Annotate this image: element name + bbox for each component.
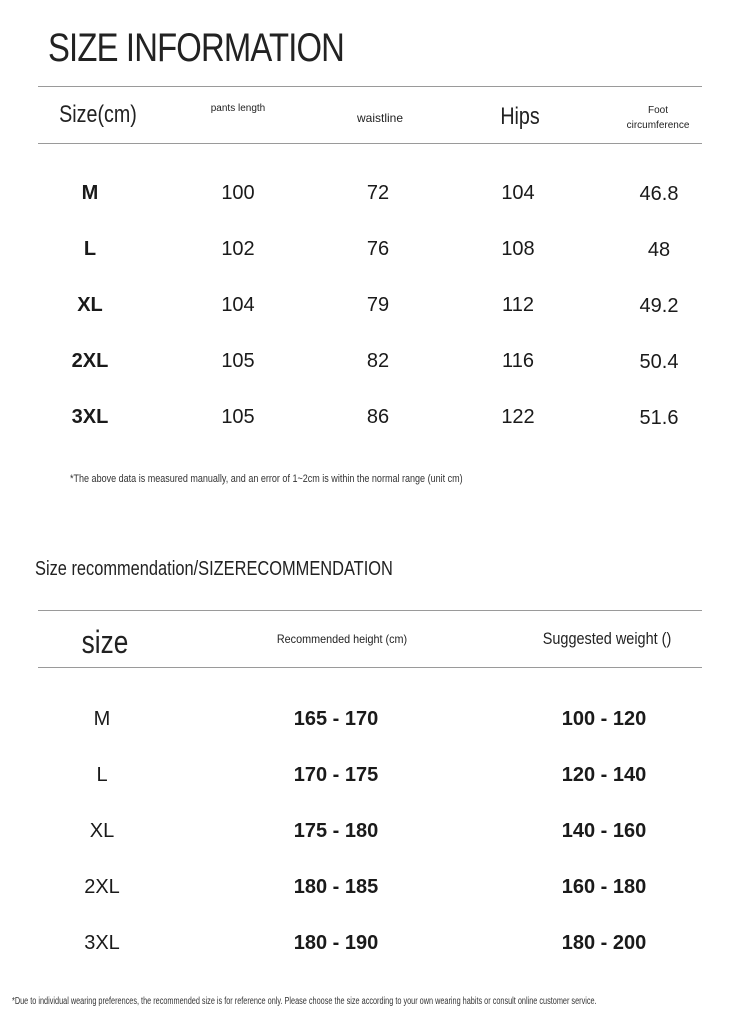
hips-cell: 104 xyxy=(501,182,535,204)
size-cell: 3XL xyxy=(84,932,120,954)
weight-cell: 160 - 180 xyxy=(561,876,647,898)
size-cell: XL xyxy=(89,820,115,842)
weight-cell: 120 - 140 xyxy=(561,764,647,786)
height-cell: 170 - 175 xyxy=(293,764,379,786)
height-cell: 180 - 190 xyxy=(293,932,379,954)
table-top-rule xyxy=(38,86,702,87)
foot-cell: 50.4 xyxy=(639,351,679,373)
recommendation-note: *Due to individual wearing preferences, the recommended size is for reference only. Please choose the size according to your own wearing habits or consult online customer service. xyxy=(12,996,597,1007)
hips-cell: 112 xyxy=(502,294,534,316)
weight-cell: 100 - 120 xyxy=(561,708,647,730)
pants-length-cell: 105 xyxy=(221,350,255,372)
pants-length-cell: 105 xyxy=(221,406,255,428)
foot-cell: 49.2 xyxy=(639,295,679,317)
pants-length-cell: 102 xyxy=(221,238,255,260)
header-size: Size(cm) xyxy=(59,101,137,128)
foot-cell: 51.6 xyxy=(639,407,679,429)
weight-cell: 180 - 200 xyxy=(561,932,647,954)
table-header-rule xyxy=(38,143,702,144)
hips-cell: 116 xyxy=(502,350,534,372)
size-cell: L xyxy=(83,238,97,260)
weight-cell: 140 - 160 xyxy=(561,820,647,842)
pants-length-cell: 100 xyxy=(221,182,255,204)
hips-cell: 122 xyxy=(501,406,535,428)
hips-cell: 108 xyxy=(501,238,535,260)
recommendation-title: Size recommendation/SIZERECOMMENDATION xyxy=(35,558,393,580)
header-waistline: waistline xyxy=(356,111,404,125)
pants-length-cell: 104 xyxy=(221,294,255,316)
header-size: size xyxy=(81,624,129,660)
recommendation-header-rule xyxy=(38,667,702,668)
size-cell: 3XL xyxy=(71,406,109,428)
size-cell: 2XL xyxy=(84,876,120,898)
recommendation-top-rule xyxy=(38,610,702,611)
foot-cell: 48 xyxy=(647,239,671,261)
measurement-note: *The above data is measured manually, and an error of 1~2cm is within the normal range (unit cm) xyxy=(70,473,463,485)
waistline-cell: 82 xyxy=(366,350,390,372)
height-cell: 175 - 180 xyxy=(293,820,379,842)
header-pants-length: pants length xyxy=(210,103,266,114)
height-cell: 165 - 170 xyxy=(293,708,379,730)
size-cell: XL xyxy=(77,294,103,316)
header-suggested-weight: Suggested weight () xyxy=(542,629,672,648)
waistline-cell: 79 xyxy=(366,294,390,316)
size-cell: 2XL xyxy=(71,350,109,372)
size-cell: M xyxy=(93,708,111,730)
header-hips: Hips xyxy=(500,103,540,130)
waistline-cell: 72 xyxy=(366,182,390,204)
size-cell: L xyxy=(96,764,108,786)
header-recommended-height: Recommended height (cm) xyxy=(276,632,408,646)
waistline-cell: 76 xyxy=(366,238,390,260)
waistline-cell: 86 xyxy=(366,406,390,428)
header-foot-circumference: Foot circumference xyxy=(626,105,690,131)
page-title: SIZE INFORMATION xyxy=(48,26,345,70)
foot-cell: 46.8 xyxy=(639,183,679,205)
size-cell: M xyxy=(81,182,99,204)
height-cell: 180 - 185 xyxy=(293,876,379,898)
